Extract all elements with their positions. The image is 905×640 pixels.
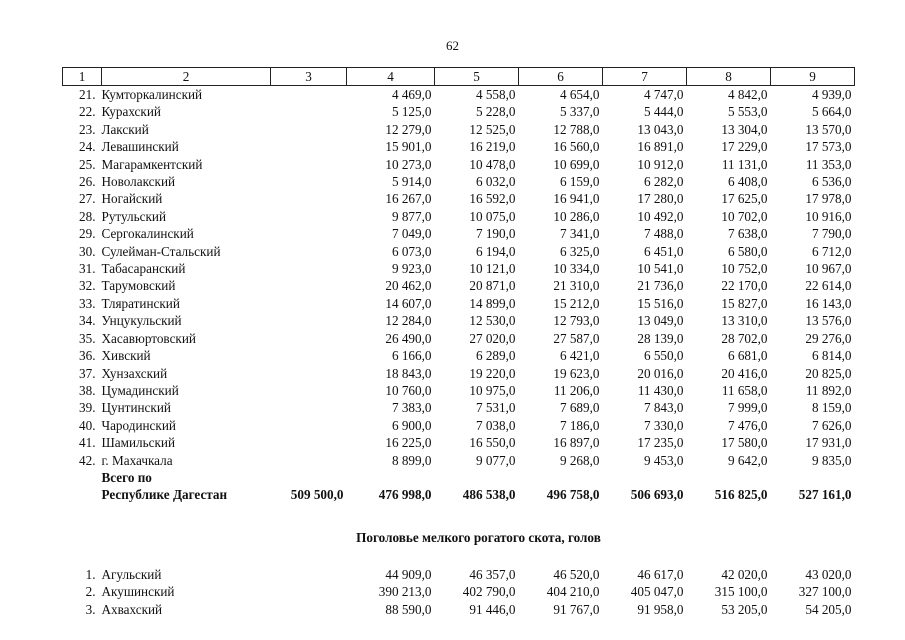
spacer-row: [63, 504, 855, 526]
row-number: 38.: [79, 382, 96, 398]
value-cell: [271, 601, 347, 618]
value-cell: 20 871,0: [469, 278, 516, 294]
value-cell: 11 206,0: [553, 382, 600, 398]
total-value: 486 538,0: [462, 487, 516, 503]
value-cell: 91 958,0: [637, 601, 684, 617]
district-name: Хунзахский: [101, 365, 168, 381]
value-cell: 22 170,0: [721, 278, 768, 294]
value-cell: 10 273,0: [385, 156, 432, 172]
header-cell: 5: [435, 68, 519, 86]
value-cell: 27 587,0: [553, 330, 600, 346]
empty-cell: [63, 486, 102, 503]
district-name: Сулейман-Стальский: [101, 243, 221, 259]
district-name: Чародинский: [101, 417, 176, 433]
header-cell: 7: [603, 68, 687, 86]
value-cell: 10 702,0: [721, 208, 768, 224]
value-cell: [271, 225, 347, 242]
value-cell: 17 573,0: [805, 139, 852, 155]
value-cell: 10 286,0: [553, 208, 600, 224]
value-cell: 26 490,0: [385, 330, 432, 346]
district-name: Хасавюртовский: [101, 330, 196, 346]
value-cell: 6 282,0: [643, 174, 684, 190]
table-row: [63, 347, 855, 364]
value-cell: [271, 260, 347, 277]
value-cell: 10 075,0: [469, 208, 516, 224]
value-cell: 46 520,0: [553, 566, 600, 582]
header-row: [63, 68, 855, 86]
district-name: Кумторкалинский: [101, 87, 203, 102]
value-cell: 16 225,0: [385, 435, 432, 451]
value-cell: 5 553,0: [727, 104, 768, 120]
value-cell: [271, 566, 347, 583]
row-number: 34.: [79, 313, 96, 329]
value-cell: 7 626,0: [811, 417, 852, 433]
value-cell: 9 923,0: [391, 261, 432, 277]
district-name: Унцукульский: [101, 313, 182, 329]
value-cell: 17 229,0: [721, 139, 768, 155]
value-cell: 16 550,0: [469, 435, 516, 451]
total-label-line1: Всего по: [101, 469, 152, 485]
value-cell: [271, 347, 347, 364]
value-cell: 390 213,0: [378, 584, 432, 600]
row-number: 21.: [79, 87, 96, 102]
value-cell: 16 592,0: [469, 191, 516, 207]
value-cell: 404 210,0: [546, 584, 600, 600]
total-value: 506 693,0: [630, 487, 684, 503]
value-cell: 6 451,0: [643, 243, 684, 259]
row-number: 27.: [79, 191, 96, 207]
value-cell: 17 978,0: [805, 191, 852, 207]
value-cell: 17 280,0: [637, 191, 684, 207]
value-cell: 10 752,0: [721, 261, 768, 277]
row-number: 40.: [79, 417, 96, 433]
value-cell: 22 614,0: [805, 278, 852, 294]
total-value: 509 500,0: [290, 487, 344, 503]
value-cell: [271, 86, 347, 104]
value-cell: 16 143,0: [805, 295, 852, 311]
row-number: 3.: [85, 601, 96, 617]
value-cell: 28 702,0: [721, 330, 768, 346]
value-cell: [271, 365, 347, 382]
table-row: [63, 330, 855, 347]
row-number: 22.: [79, 104, 96, 120]
value-cell: 20 416,0: [721, 365, 768, 381]
value-cell: 16 219,0: [469, 139, 516, 155]
value-cell: 54 205,0: [805, 601, 852, 617]
table-row: [63, 190, 855, 207]
value-cell: 10 541,0: [637, 261, 684, 277]
table-row: [63, 566, 855, 583]
value-cell: 7 341,0: [559, 226, 600, 242]
value-cell: [271, 138, 347, 155]
value-cell: [271, 190, 347, 207]
empty-cell: [519, 469, 603, 486]
district-name: Хивский: [101, 348, 151, 364]
value-cell: 4 654,0: [559, 87, 600, 102]
row-number: 41.: [79, 435, 96, 451]
table-row: [63, 173, 855, 190]
value-cell: [271, 156, 347, 173]
value-cell: [271, 452, 347, 469]
value-cell: 405 047,0: [630, 584, 684, 600]
value-cell: 10 699,0: [553, 156, 600, 172]
value-cell: 6 073,0: [391, 243, 432, 259]
row-number: 37.: [79, 365, 96, 381]
value-cell: 9 077,0: [475, 452, 516, 468]
value-cell: 18 843,0: [385, 365, 432, 381]
value-cell: 13 570,0: [805, 121, 852, 137]
value-cell: [271, 103, 347, 120]
row-number: 29.: [79, 226, 96, 242]
table-row: [63, 86, 855, 104]
value-cell: 20 462,0: [385, 278, 432, 294]
value-cell: 43 020,0: [805, 566, 852, 582]
total-row-label: [63, 469, 855, 486]
value-cell: 16 891,0: [637, 139, 684, 155]
value-cell: 11 131,0: [721, 156, 768, 172]
value-cell: 6 814,0: [811, 348, 852, 364]
district-name: Агульский: [101, 566, 162, 582]
value-cell: 6 900,0: [391, 417, 432, 433]
value-cell: 13 049,0: [637, 313, 684, 329]
empty-cell: [771, 469, 855, 486]
value-cell: 6 580,0: [727, 243, 768, 259]
district-name: Цумадинский: [101, 382, 179, 398]
value-cell: 13 043,0: [637, 121, 684, 137]
row-number: 1.: [85, 566, 96, 582]
value-cell: 15 212,0: [553, 295, 600, 311]
empty-cell: [687, 469, 771, 486]
value-cell: 16 897,0: [553, 435, 600, 451]
row-number: 28.: [79, 208, 96, 224]
value-cell: 15 516,0: [637, 295, 684, 311]
value-cell: 7 531,0: [475, 400, 516, 416]
row-number: 42.: [79, 452, 96, 468]
empty-cell: [603, 469, 687, 486]
table-row: [63, 277, 855, 294]
value-cell: 8 899,0: [391, 452, 432, 468]
value-cell: 10 975,0: [469, 382, 516, 398]
value-cell: 12 525,0: [469, 121, 516, 137]
value-cell: 7 383,0: [391, 400, 432, 416]
row-number: 23.: [79, 121, 96, 137]
value-cell: 20 825,0: [805, 365, 852, 381]
value-cell: 9 877,0: [391, 208, 432, 224]
district-name: Курахский: [101, 104, 161, 120]
value-cell: 6 289,0: [475, 348, 516, 364]
district-name: Левашинский: [101, 139, 179, 155]
value-cell: 11 892,0: [805, 382, 852, 398]
value-cell: 14 607,0: [385, 295, 432, 311]
header-cell: 8: [687, 68, 771, 86]
value-cell: 6 166,0: [391, 348, 432, 364]
district-name: Цунтинский: [101, 400, 171, 416]
value-cell: 7 999,0: [727, 400, 768, 416]
value-cell: 13 310,0: [721, 313, 768, 329]
header-cell: 4: [347, 68, 435, 86]
value-cell: 12 793,0: [553, 313, 600, 329]
value-cell: 10 967,0: [805, 261, 852, 277]
row-number: 39.: [79, 400, 96, 416]
row-number: 30.: [79, 243, 96, 259]
district-name: Тарумовский: [101, 278, 176, 294]
value-cell: 42 020,0: [721, 566, 768, 582]
table-row: [63, 243, 855, 260]
total-value: 476 998,0: [378, 487, 432, 503]
value-cell: 10 121,0: [469, 261, 516, 277]
empty-cell: [63, 469, 102, 486]
district-name: Акушинский: [101, 584, 175, 600]
value-cell: 5 337,0: [559, 104, 600, 120]
header-cell: 3: [271, 68, 347, 86]
district-name: г. Махачкала: [101, 452, 173, 468]
value-cell: 315 100,0: [714, 584, 768, 600]
value-cell: 12 530,0: [469, 313, 516, 329]
row-number: 35.: [79, 330, 96, 346]
value-cell: 6 194,0: [475, 243, 516, 259]
value-cell: 7 330,0: [643, 417, 684, 433]
value-cell: 9 835,0: [811, 452, 852, 468]
value-cell: 7 186,0: [559, 417, 600, 433]
value-cell: 91 446,0: [469, 601, 516, 617]
value-cell: 10 478,0: [469, 156, 516, 172]
value-cell: 7 790,0: [811, 226, 852, 242]
district-name: Тляратинский: [101, 295, 180, 311]
table-row: [63, 434, 855, 451]
row-number: 26.: [79, 174, 96, 190]
header-cell: 2: [102, 68, 271, 86]
district-name: Табасаранский: [101, 261, 186, 277]
district-name: Сергокалинский: [101, 226, 194, 242]
district-name: Ахвахский: [101, 601, 163, 617]
value-cell: 4 747,0: [643, 87, 684, 102]
value-cell: [271, 583, 347, 600]
table-row: [63, 601, 855, 618]
table-row: [63, 103, 855, 120]
value-cell: 20 016,0: [637, 365, 684, 381]
value-cell: 19 220,0: [469, 365, 516, 381]
header-cell: 9: [771, 68, 855, 86]
value-cell: 28 139,0: [637, 330, 684, 346]
value-cell: 5 125,0: [391, 104, 432, 120]
value-cell: [271, 173, 347, 190]
value-cell: 4 469,0: [391, 87, 432, 102]
district-name: Лакский: [101, 121, 149, 137]
empty-cell: [435, 469, 519, 486]
value-cell: 6 681,0: [727, 348, 768, 364]
empty-cell: [271, 469, 347, 486]
value-cell: 14 899,0: [469, 295, 516, 311]
value-cell: 6 536,0: [811, 174, 852, 190]
total-label-line2: Республике Дагестан: [101, 487, 228, 503]
value-cell: [271, 277, 347, 294]
value-cell: 6 325,0: [559, 243, 600, 259]
header-cell: 6: [519, 68, 603, 86]
value-cell: 27 020,0: [469, 330, 516, 346]
value-cell: 12 788,0: [553, 121, 600, 137]
page-number: 62: [446, 38, 459, 53]
value-cell: 17 580,0: [721, 435, 768, 451]
value-cell: 21 736,0: [637, 278, 684, 294]
row-number: 2.: [85, 584, 96, 600]
value-cell: 13 576,0: [805, 313, 852, 329]
table-row: [63, 138, 855, 155]
value-cell: [271, 382, 347, 399]
value-cell: 7 190,0: [475, 226, 516, 242]
value-cell: 16 941,0: [553, 191, 600, 207]
table-row: [63, 225, 855, 242]
value-cell: 91 767,0: [553, 601, 600, 617]
table-row: [63, 156, 855, 173]
value-cell: 9 453,0: [643, 452, 684, 468]
value-cell: 17 625,0: [721, 191, 768, 207]
table-row: [63, 417, 855, 434]
value-cell: 53 205,0: [721, 601, 768, 617]
value-cell: [271, 121, 347, 138]
value-cell: 402 790,0: [462, 584, 516, 600]
value-cell: 6 408,0: [727, 174, 768, 190]
value-cell: 12 279,0: [385, 121, 432, 137]
district-name: Ногайский: [101, 191, 163, 207]
value-cell: 4 558,0: [475, 87, 516, 102]
value-cell: [271, 330, 347, 347]
value-cell: 7 488,0: [643, 226, 684, 242]
value-cell: 88 590,0: [385, 601, 432, 617]
value-cell: 10 760,0: [385, 382, 432, 398]
value-cell: 7 638,0: [727, 226, 768, 242]
empty-cell: [347, 469, 435, 486]
value-cell: 4 842,0: [727, 87, 768, 102]
value-cell: 5 914,0: [391, 174, 432, 190]
value-cell: 11 658,0: [721, 382, 768, 398]
table-row: [63, 295, 855, 312]
row-number: 33.: [79, 295, 96, 311]
total-value: 496 758,0: [546, 487, 600, 503]
table-row: [63, 121, 855, 138]
value-cell: 6 159,0: [559, 174, 600, 190]
section-title: Поголовье мелкого рогатого скота, голов: [356, 529, 601, 545]
value-cell: 6 550,0: [643, 348, 684, 364]
district-name: Новолакский: [101, 174, 176, 190]
spacer-row: [63, 550, 855, 566]
value-cell: [271, 434, 347, 451]
row-number: 31.: [79, 261, 96, 277]
value-cell: 6 712,0: [811, 243, 852, 259]
table-row: [63, 452, 855, 469]
value-cell: 44 909,0: [385, 566, 432, 582]
value-cell: [271, 243, 347, 260]
value-cell: [271, 417, 347, 434]
value-cell: 19 623,0: [553, 365, 600, 381]
value-cell: 10 916,0: [805, 208, 852, 224]
value-cell: 4 939,0: [811, 87, 852, 102]
value-cell: 10 492,0: [637, 208, 684, 224]
value-cell: 15 901,0: [385, 139, 432, 155]
value-cell: 17 235,0: [637, 435, 684, 451]
value-cell: 15 827,0: [721, 295, 768, 311]
value-cell: 12 284,0: [385, 313, 432, 329]
value-cell: 327 100,0: [798, 584, 852, 600]
spacer: [63, 504, 855, 526]
value-cell: 17 931,0: [805, 435, 852, 451]
value-cell: [271, 208, 347, 225]
value-cell: 8 159,0: [811, 400, 852, 416]
value-cell: 46 617,0: [637, 566, 684, 582]
row-number: 32.: [79, 278, 96, 294]
value-cell: 5 664,0: [811, 104, 852, 120]
value-cell: 9 642,0: [727, 452, 768, 468]
value-cell: 16 560,0: [553, 139, 600, 155]
value-cell: 29 276,0: [805, 330, 852, 346]
total-value: 516 825,0: [714, 487, 768, 503]
district-name: Шамильский: [101, 435, 176, 451]
value-cell: 13 304,0: [721, 121, 768, 137]
value-cell: 7 038,0: [475, 417, 516, 433]
row-number: 25.: [79, 156, 96, 172]
value-cell: 10 912,0: [637, 156, 684, 172]
row-number: 24.: [79, 139, 96, 155]
value-cell: 7 476,0: [727, 417, 768, 433]
value-cell: 16 267,0: [385, 191, 432, 207]
value-cell: 7 689,0: [559, 400, 600, 416]
value-cell: 11 353,0: [805, 156, 852, 172]
value-cell: [271, 312, 347, 329]
value-cell: 5 444,0: [643, 104, 684, 120]
value-cell: 21 310,0: [553, 278, 600, 294]
table-row: [63, 583, 855, 600]
header-cell: 1: [63, 68, 102, 86]
district-name: Магарамкентский: [101, 156, 203, 172]
table-row: [63, 260, 855, 277]
value-cell: 10 334,0: [553, 261, 600, 277]
value-cell: [271, 399, 347, 416]
table-row: [63, 365, 855, 382]
table-row: [63, 208, 855, 225]
table-row: [63, 312, 855, 329]
district-name: Рутульский: [101, 208, 167, 224]
data-table: [62, 67, 855, 618]
table-row: [63, 399, 855, 416]
row-number: 36.: [79, 348, 96, 364]
total-value: 527 161,0: [798, 487, 852, 503]
value-cell: 6 032,0: [475, 174, 516, 190]
value-cell: 11 430,0: [637, 382, 684, 398]
section-row: [63, 526, 855, 550]
spacer: [63, 550, 855, 566]
value-cell: 5 228,0: [475, 104, 516, 120]
value-cell: 7 049,0: [391, 226, 432, 242]
value-cell: 9 268,0: [559, 452, 600, 468]
value-cell: [271, 295, 347, 312]
value-cell: 46 357,0: [469, 566, 516, 582]
value-cell: 6 421,0: [559, 348, 600, 364]
value-cell: 7 843,0: [643, 400, 684, 416]
total-row: [63, 486, 855, 503]
table-row: [63, 382, 855, 399]
